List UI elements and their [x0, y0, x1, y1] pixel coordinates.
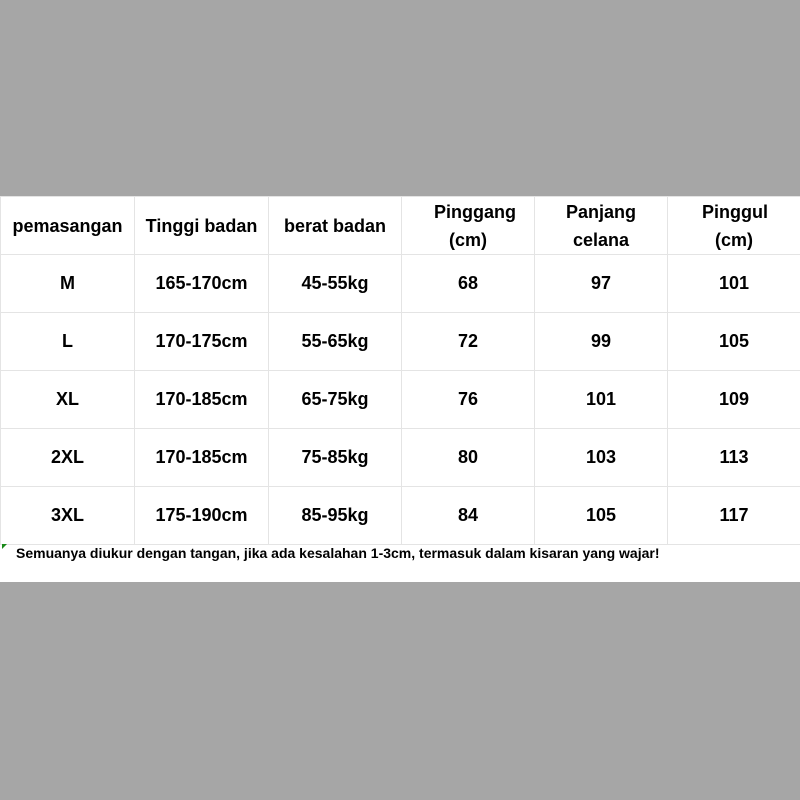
- height-cell: 170-185cm: [135, 429, 269, 487]
- size-cell: 3XL: [1, 487, 135, 545]
- hip-cell: 113: [668, 429, 800, 487]
- weight-cell: 65-75kg: [269, 371, 402, 429]
- pants-length-cell: 97: [535, 255, 668, 313]
- waist-cell: 84: [402, 487, 535, 545]
- weight-cell: 45-55kg: [269, 255, 402, 313]
- hip-cell: 109: [668, 371, 800, 429]
- size-chart-sheet: [0, 196, 800, 582]
- size-cell: M: [1, 255, 135, 313]
- waist-cell: 80: [402, 429, 535, 487]
- measurement-note: Semuanya diukur dengan tangan, jika ada kesalahan 1-3cm, termasuk dalam kisaran yang wajar!: [16, 545, 660, 561]
- weight-cell: 75-85kg: [269, 429, 402, 487]
- size-cell: 2XL: [1, 429, 135, 487]
- size-cell: L: [1, 313, 135, 371]
- table-row: [1, 487, 800, 545]
- height-cell: 170-185cm: [135, 371, 269, 429]
- hip-cell: 117: [668, 487, 800, 545]
- header-cell: Pinggul (cm): [668, 197, 800, 255]
- height-cell: 170-175cm: [135, 313, 269, 371]
- waist-cell: 68: [402, 255, 535, 313]
- hip-cell: 105: [668, 313, 800, 371]
- header-cell: Tinggi badan: [135, 197, 269, 255]
- height-cell: 165-170cm: [135, 255, 269, 313]
- waist-cell: 72: [402, 313, 535, 371]
- table-row: [1, 313, 800, 371]
- table-row: [1, 429, 800, 487]
- waist-cell: 76: [402, 371, 535, 429]
- size-cell: XL: [1, 371, 135, 429]
- pants-length-cell: 103: [535, 429, 668, 487]
- table-row: [1, 255, 800, 313]
- header-cell: Panjang celana: [535, 197, 668, 255]
- pants-length-cell: 105: [535, 487, 668, 545]
- weight-cell: 55-65kg: [269, 313, 402, 371]
- header-cell: pemasangan: [1, 197, 135, 255]
- table-row: [1, 371, 800, 429]
- pants-length-cell: 101: [535, 371, 668, 429]
- header-row: [1, 197, 800, 255]
- size-chart-table: [0, 196, 800, 545]
- hip-cell: 101: [668, 255, 800, 313]
- header-cell: Pinggang (cm): [402, 197, 535, 255]
- weight-cell: 85-95kg: [269, 487, 402, 545]
- header-cell: berat badan: [269, 197, 402, 255]
- pants-length-cell: 99: [535, 313, 668, 371]
- height-cell: 175-190cm: [135, 487, 269, 545]
